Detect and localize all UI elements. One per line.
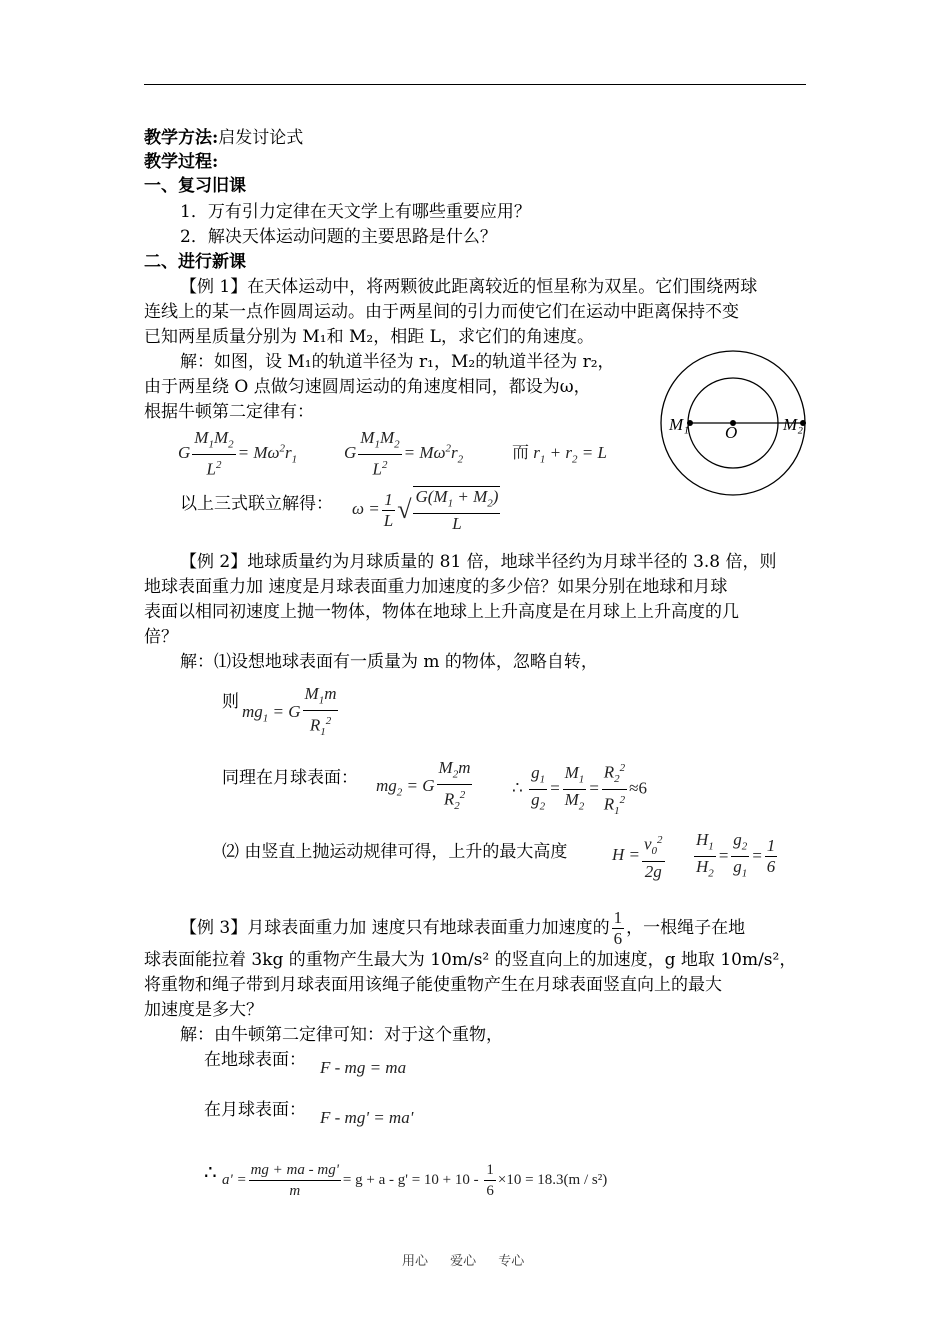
example-2-height-ratio: $\frac{H_1}{H_2}$ = $\frac{g_2}{g_1}$ = $\frac{1}{6}$: [696, 830, 776, 880]
example-3-text-1a: 月球表面重力加 速度只有地球表面重力加速度的: [247, 918, 610, 938]
example-1-equation-2: G $\frac{M_1M_2}{L^2}$ = $M\omega^2r_2$: [344, 428, 464, 480]
example-2-part-2: ⑵ 由竖直上抛运动规律可得，上升的最大高度: [222, 842, 568, 862]
example-2-line-1: [180, 550, 777, 574]
example-2-ze: 则: [222, 692, 239, 712]
example-1-text-1: 在天体运动中，将两颗彼此距离较近的恒星称为双星。它们围绕两球: [247, 277, 758, 297]
example-3-earth-label: 在地球表面：: [204, 1050, 306, 1070]
page-footer: 用心 爱心 专心: [402, 1254, 525, 1269]
example-1-line-1: [180, 275, 757, 299]
example-1-equation-3: 而 $r_1 + r_2 = L$: [512, 443, 607, 466]
review-question-1: 1．万有引力定律在天文学上有哪些重要应用？: [180, 202, 531, 222]
example-1-line-2: 连线上的某一点作圆周运动。由于两星间的引力而使它们在运动中距离保持不变: [144, 302, 739, 322]
final-tail: ×10 = 18.3(m / s²): [497, 1171, 608, 1188]
review-question-2: 2．解决天体运动问题的主要思路是什么？: [180, 227, 497, 247]
example-1-tag: 【例 1】: [180, 277, 248, 297]
example-3-text-1b: ，一根绳子在地: [626, 918, 746, 938]
example-3-tag: 【例 3】: [180, 918, 248, 938]
example-1-line-3: 已知两星质量分别为 M₁和 M₂，相距 L，求它们的角速度。: [144, 327, 594, 347]
example-3-equation-moon: F - mg' = ma': [320, 1108, 414, 1127]
example-1-conclusion: 以上三式联立解得：: [180, 494, 333, 514]
process-label: 教学过程:: [144, 152, 219, 172]
label-m1: M₁: [669, 415, 690, 434]
final-rhs: = g + a - g' = 10 + 10 -: [342, 1171, 483, 1188]
method-label: 教学方法:: [144, 128, 219, 148]
example-2-equation-earth: $mg_1 = G$ $\frac{M_1m}{R_1^2}$: [242, 684, 337, 739]
header-rule: [144, 84, 806, 85]
example-3-final-equation: a' = $\frac{mg + ma - mg'}{m}$ = g + a - g' = 10 + 10 - $\frac{1}{6}$ ×10 = 18.3(m / s²): [222, 1162, 608, 1199]
example-2-line-4: 倍？: [144, 627, 178, 647]
and-word: 而: [512, 443, 529, 462]
example-3-line-2: 球表面能拉着 3kg 的重物产生最大为 10m/s² 的竖直向上的加速度，g 地取 10m/s²，: [144, 950, 797, 970]
section-2-title: 二、进行新课: [144, 252, 246, 272]
therefore-symbol: ∴: [512, 778, 523, 798]
example-1-solution-3: 根据牛顿第二定律有：: [144, 402, 314, 422]
example-2-equation-moon: $mg_2 = G$ $\frac{M_2m}{R_2^2}$: [376, 758, 471, 813]
approx-value: ≈6: [629, 778, 647, 798]
example-3-line-1: [180, 908, 745, 949]
example-1-equation-1: G $\frac{M_1M_2}{L^2}$ = $M\omega^2r_1$: [178, 428, 298, 480]
teaching-method: [144, 126, 303, 150]
example-3-line-4: 加速度是多大？: [144, 1000, 263, 1020]
example-3-equation-earth: F - mg = ma: [320, 1058, 407, 1077]
example-2-solution-1: 解：⑴设想地球表面有一质量为 m 的物体，忽略自转，: [180, 652, 598, 672]
method-value: 启发讨论式: [218, 128, 304, 148]
example-1-solution-2: 由于两星绕 O 点做匀速圆周运动的角速度相同，都设为ω，: [144, 377, 591, 397]
label-m2: M₂: [783, 415, 804, 434]
example-2-line-2: 地球表面重力加 速度是月球表面重力加速度的多少倍？如果分别在地球和月球: [144, 577, 728, 597]
example-2-line-3: 表面以相同初速度上抛一物体，物体在地球上上升高度是在月球上上升高度的几: [144, 602, 739, 622]
example-2-tag: 【例 2】: [180, 552, 248, 572]
section-1-title: 一、复习旧课: [144, 176, 246, 196]
example-2-moon-label: 同理在月球表面：: [222, 768, 358, 788]
example-1-result: ω = $\frac{1}{L}$ √ $\frac{G(M_1 + M_2)}{L}$: [352, 487, 499, 534]
example-3-therefore: ∴: [204, 1160, 217, 1184]
label-o: O: [725, 423, 738, 442]
example-2-height-formula: H = $\frac{v_0^2}{2g}$: [612, 830, 667, 882]
one-sixth-fraction: $\frac{1}{6}$: [613, 908, 623, 948]
example-3-moon-label: 在月球表面：: [204, 1100, 306, 1120]
example-2-ratio: ∴ $\frac{g_1}{g_2}$ = $\frac{M_1}{M_2}$ = $\frac{R_2^2}{R_1^2}$ ≈6: [512, 758, 647, 821]
example-1-solution-1: 解：如图，设 M₁的轨道半径为 r₁，M₂的轨道半径为 r₂，: [180, 352, 615, 372]
example-3-solution-1: 解：由牛顿第二定律可知：对于这个重物，: [180, 1025, 503, 1045]
example-3-line-3: 将重物和绳子带到月球表面用该绳子能使重物产生在月球表面竖直向上的最大: [144, 975, 722, 995]
example-2-text-1: 地球质量约为月球质量的 81 倍，地球半径约为月球半径的 3.8 倍，则: [247, 552, 777, 572]
binary-star-diagram: [655, 348, 815, 498]
